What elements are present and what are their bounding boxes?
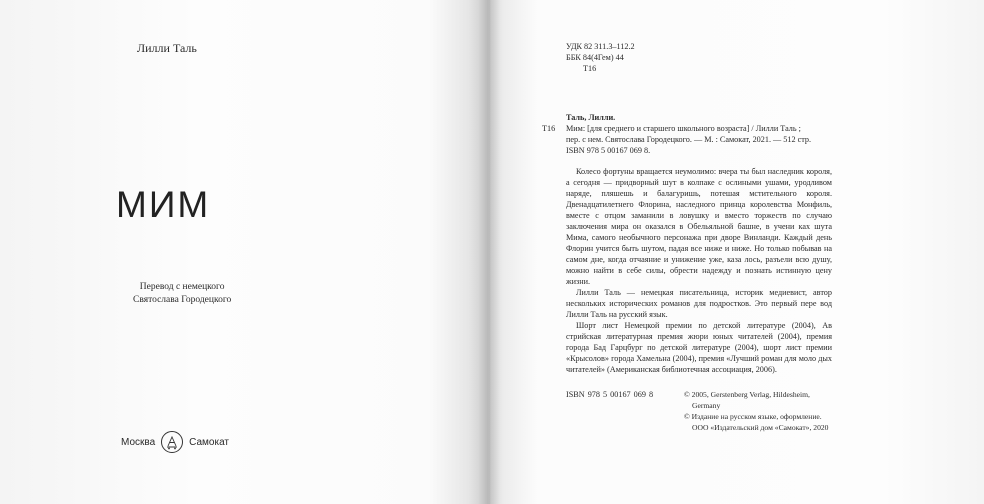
copyright-line-1b: Germany — [692, 401, 721, 410]
translator-credit — [133, 281, 231, 307]
samokat-logo-icon — [160, 430, 184, 454]
entry-line-1: Мим: [для среднего и старшего школьного возраста] / Лилли Таль ; — [566, 124, 801, 133]
publisher-imprint — [121, 430, 229, 454]
copyright-line-3: ООО «Издательский дом «Самокат», 2020 — [692, 423, 829, 432]
left-page — [0, 0, 488, 504]
entry-author: Таль, Лилли. — [566, 113, 616, 122]
copyright-line-2: © Издание на русском языке, оформление. — [684, 412, 822, 421]
translator-line-2: Святослава Городецкого — [133, 295, 232, 305]
book-title: МИМ — [116, 184, 211, 225]
bbk-code: ББК 84(4Гем) 44 — [566, 53, 624, 62]
publisher-city: Москва — [121, 436, 156, 448]
publisher-name: Самокат — [189, 436, 229, 448]
annotation — [566, 166, 832, 375]
annotation-paragraph-2: Лилли Таль — немецкая писательница, историк медиевист, автор нескольких исторических романов для подростков. Это первый пере вод Лилли Таль на русский язык. — [566, 288, 832, 319]
annotation-paragraph-3: Шорт лист Немецкой премии по детской литературе (2004), Ав стрийская литературная премия жюри юных читателей (2004), премия города Бад Гарцбург по детской литературе (2004), шорт лист премии «Крысолов» города Хамельна (2004), премия «Лучший роман для моло дых читателей» (Американская библиотечная ассоциация, 2006). — [566, 321, 832, 374]
copyright-line-1: © 2005, Gerstenberg Verlag, Hildesheim, — [684, 390, 810, 399]
bibliographic-entry — [542, 112, 836, 156]
entry-line-2: пер. с нем. Святослава Городецкого. — М. : Самокат, 2021. — 512 стр. — [566, 135, 812, 144]
annotation-paragraph-1: Колесо фортуны вращается неумолимо: вчера ты был наследник короля, а сегодня — придворный шут в колпаке с ослиными ушами, уродливом наряде, пляшешь и балагуришь, потешая мстительного короля. Двенадцатилетнего Флорина, наследного принца королевства Монфиль, вместе с отцом заманили в ловушку и вместо торжеств по случаю заключения мира он оказался в Обельяльной башне, в учени ках шута Мима, самого необычного персонажа при дворе Винланди. Каждый день Флорин учится быть шутом, падая все ниже и ниже. Но только побывав на самом дне, когда отчаяние и унижение уже, каза лось, разъели всю душу, можно найти в себе силы, обрести надежду и познать истинную цену жизни. — [566, 167, 832, 286]
translator-line-1: Перевод с немецкого — [139, 282, 225, 292]
book-gutter — [478, 0, 500, 504]
author-name: Лилли Таль — [137, 41, 197, 55]
isbn: ISBN 978 5 00167 069 8 — [566, 390, 654, 399]
entry-code: Т16 — [542, 124, 556, 133]
entry-isbn: ISBN 978 5 00167 069 8. — [566, 146, 651, 155]
copyright-block — [684, 389, 834, 433]
classification-block — [566, 41, 635, 74]
author-code: Т16 — [583, 64, 597, 73]
udk-code: УДК 82 311.3–112.2 — [566, 42, 635, 51]
